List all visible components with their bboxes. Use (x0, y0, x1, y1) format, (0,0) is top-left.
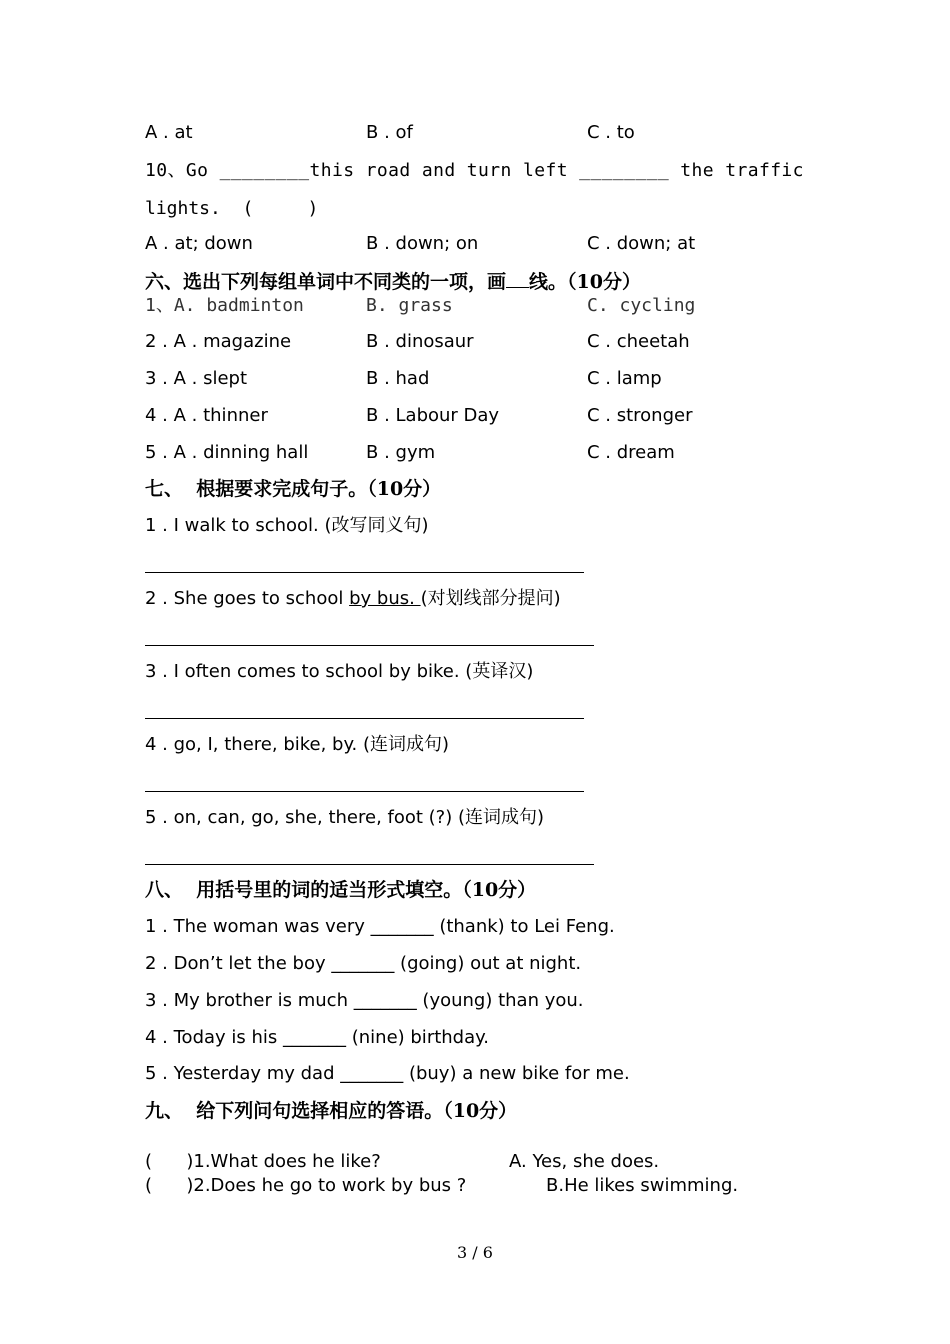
s7-q5: 5 . on, can, go, she, there, foot (?) (连词成句) (145, 807, 545, 828)
heading-blank (506, 268, 529, 288)
section-8-heading: 八、 用括号里的词的适当形式填空。（10分） (145, 879, 537, 901)
q10-option-b: B . down; on (366, 233, 479, 254)
q10-option-a: A . at; down (145, 233, 253, 254)
s6-item3-b: B . had (366, 368, 430, 389)
s6-item3-c: C . lamp (587, 368, 662, 389)
s6-item1-b: B. grass (366, 295, 453, 316)
q10-text-line2: lights. ( ) (145, 198, 319, 219)
s7-q4: 4 . go, I, there, bike, by. (连词成句) (145, 734, 450, 755)
page-number: 3 / 6 (457, 1243, 493, 1262)
s8-item1: 1 . The woman was very _______ (thank) to Lei Feng. (145, 916, 615, 937)
s6-item2-b: B . dinosaur (366, 331, 474, 352)
s7-q3: 3 . I often comes to school by bike. (英译汉) (145, 661, 534, 682)
answer-line (145, 572, 584, 573)
answer-line (145, 718, 584, 719)
s7-q2-pre: 2 . She goes to school (145, 588, 350, 609)
q10-option-c: C . down; at (587, 233, 696, 254)
s7-q1: 1 . I walk to school. (改写同义句) (145, 515, 429, 536)
answer-line (145, 645, 594, 646)
s9-q1: ( )1.What does he like? (145, 1151, 381, 1172)
s6-item4-b: B . Labour Day (366, 405, 500, 426)
s6-item5-b: B . gym (366, 442, 436, 463)
q9-option-b: B . of (366, 122, 413, 143)
s9-answer-a: A. Yes, she does. (509, 1151, 660, 1172)
answer-line (145, 791, 584, 792)
s6-item2-c: C . cheetah (587, 331, 690, 352)
section-6-heading (145, 268, 641, 294)
section-6-heading-pre: 六、选出下列每组单词中不同类的一项，画 (145, 271, 507, 293)
s8-item2: 2 . Don’t let the boy _______ (going) out at night. (145, 953, 582, 974)
q10-text-line1: 10、Go ________this road and turn left ________ the traffic (145, 160, 804, 181)
s8-item5: 5 . Yesterday my dad _______ (buy) a new bike for me. (145, 1063, 630, 1084)
s6-item4-c: C . stronger (587, 405, 693, 426)
s6-item5-a: 5 . A . dinning hall (145, 442, 309, 463)
s9-q2: ( )2.Does he go to work by bus ? (145, 1175, 467, 1196)
q9-option-a: A . at (145, 122, 193, 143)
s6-item3-a: 3 . A . slept (145, 368, 248, 389)
s6-item4-a: 4 . A . thinner (145, 405, 268, 426)
section-6-heading-post: 线。（10分） (529, 271, 641, 293)
section-9-heading: 九、 给下列问句选择相应的答语。（10分） (145, 1100, 518, 1122)
answer-line (145, 864, 594, 865)
s6-item2-a: 2 . A . magazine (145, 331, 292, 352)
s8-item3: 3 . My brother is much _______ (young) than you. (145, 990, 584, 1011)
s9-answer-b: B.He likes swimming. (546, 1175, 739, 1196)
section-7-heading: 七、 根据要求完成句子。（10分） (145, 478, 442, 500)
s7-q2 (145, 587, 561, 611)
s8-item4: 4 . Today is his _______ (nine) birthday. (145, 1027, 489, 1048)
s7-q2-post: (对划线部分提问) (420, 588, 561, 609)
s6-item1-a: 1、A. badminton (145, 295, 304, 316)
s6-item1-c: C. cycling (587, 295, 696, 316)
q9-option-c: C . to (587, 122, 635, 143)
s6-item5-c: C . dream (587, 442, 675, 463)
s7-q2-underlined: by bus. (349, 588, 421, 609)
